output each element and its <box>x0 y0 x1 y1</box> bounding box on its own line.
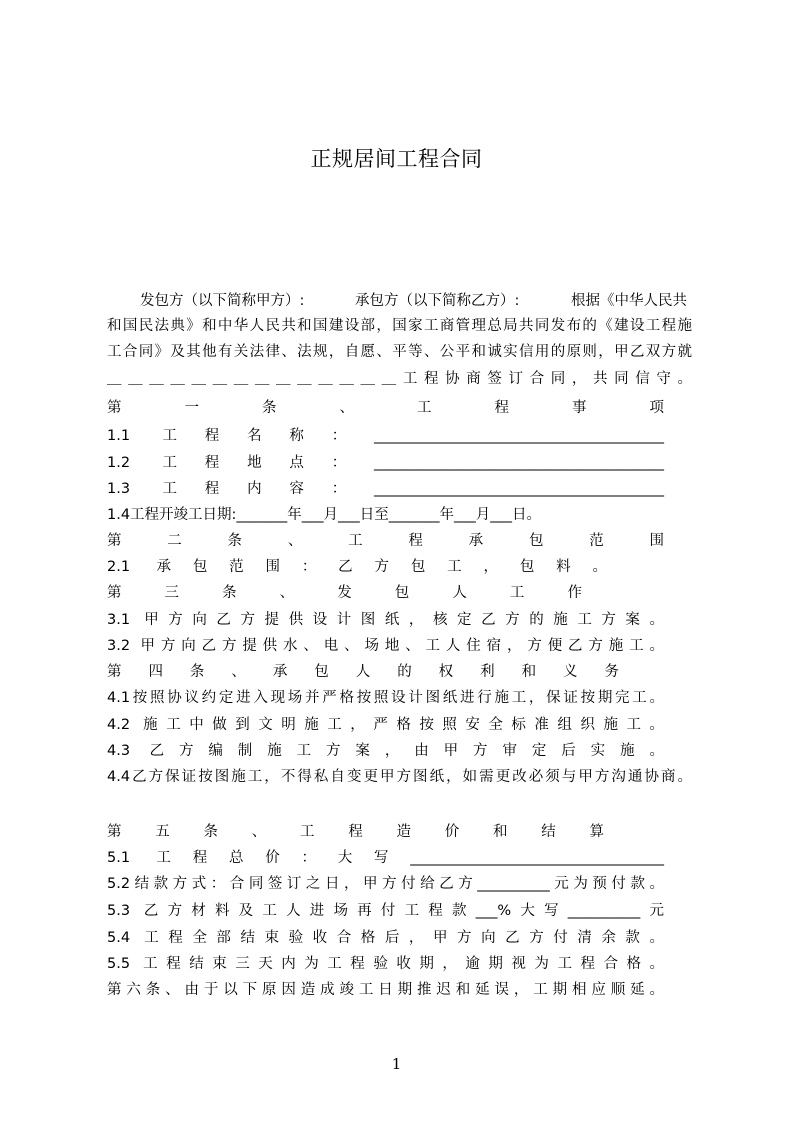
clause-5-3: 5.3 乙方材料及工人进场再付工程款___%大写__________元 <box>107 903 664 919</box>
intro-line-4: ＿＿＿＿＿＿＿＿＿＿＿＿＿＿工程协商签订合同，共同信守。 <box>107 371 692 387</box>
section-4-heading: 第四条、承包人的权利和义务 <box>107 664 619 680</box>
intro-line-3: 工合同》及其他有关法律、法规，自愿、平等、公平和诚实信用的原则，甲乙双方就 <box>107 344 692 360</box>
clause-3-1: 3.1 甲方向乙方提供设计图纸，核定乙方的施工方案。 <box>107 612 664 628</box>
section-6-heading: 第六条、由于以下原因造成竣工日期推迟和延误，工期相应顺延。 <box>107 982 664 998</box>
clause-1-1: 1.1 工程名称：________________________________________ <box>107 428 664 444</box>
clause-1-4: 1.4工程开竣工日期:_______年___月___日至_______年___月___日。 <box>107 507 541 523</box>
clause-1-2: 1.2 工程地点：________________________________________ <box>107 455 664 471</box>
intro-line-2: 和国民法典》和中华人民共和国建设部，国家工商管理总局共同发布的《建设工程施 <box>107 318 692 334</box>
page-number: 1 <box>391 1055 402 1073</box>
clause-1-3: 1.3 工程内容：________________________________________ <box>107 481 664 497</box>
clause-5-1: 5.1 工程总价：大写___________________________________ <box>107 850 664 866</box>
section-5-heading: 第五条、工程造价和结算 <box>107 824 604 840</box>
clause-4-3: 4.3 乙方编制施工方案，由甲方审定后实施。 <box>107 743 664 759</box>
page-title: 正规居间工程合同 <box>310 147 483 171</box>
clause-5-5: 5.5 工程结束三天内为工程验收期，逾期视为工程合格。 <box>107 956 664 972</box>
section-1-heading: 第一条、工程事项 <box>107 400 664 416</box>
clause-4-2: 4.2 施工中做到文明施工，严格按照安全标准组织施工。 <box>107 717 664 733</box>
clause-4-4: 4.4乙方保证按图施工，不得私自变更甲方图纸，如需更改必须与甲方沟通协商。 <box>107 769 692 785</box>
party-a-label: 发包方（以下简称甲方）: <box>140 293 305 309</box>
clause-5-2: 5.2结款方式：合同签订之日，甲方付给乙方__________元为预付款。 <box>107 876 664 892</box>
clause-5-4: 5.4 工程全部结束验收合格后，甲方向乙方付清余款。 <box>107 930 664 946</box>
intro-lead: 根据《中华人民共 <box>571 293 687 309</box>
clause-3-2: 3.2 甲方向乙方提供水、电、场地、工人住宿，方便乙方施工。 <box>107 638 664 654</box>
section-2-heading: 第二条、工程承包范围 <box>107 533 664 549</box>
section-3-heading: 第三条、发包人工作 <box>107 585 582 601</box>
party-b-label: 承包方（以下简称乙方）: <box>355 293 520 309</box>
clause-4-1: 4.1按照协议约定进入现场并严格按照设计图纸进行施工，保证按期完工。 <box>107 690 664 706</box>
clause-2-1: 2.1 承包范围：乙方包工，包料。 <box>107 559 607 575</box>
